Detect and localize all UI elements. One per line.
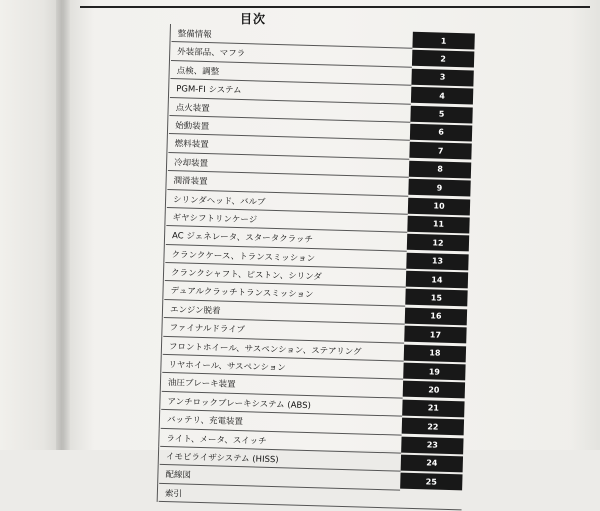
row-border — [157, 465, 159, 483]
row-border — [169, 24, 171, 42]
toc-label: 点検、調整 — [176, 65, 220, 78]
section-number-tab[interactable]: 15 — [405, 289, 467, 307]
row-border — [161, 337, 163, 355]
section-number-tab[interactable]: 7 — [409, 142, 471, 160]
toc-label: デュアルクラッチトランスミッション — [170, 286, 314, 301]
toc-label: フロントホイール、サスペンション、ステアリング — [168, 341, 362, 358]
row-border — [165, 171, 167, 189]
section-number-tab[interactable]: 20 — [403, 381, 465, 399]
row-divider — [159, 501, 462, 510]
toc-label: クランクシャフト、ピストン、シリンダ — [170, 268, 323, 283]
section-number-tab[interactable]: 19 — [403, 363, 465, 381]
row-border — [169, 42, 171, 60]
section-number-tab[interactable]: 4 — [411, 87, 473, 105]
row-border — [162, 281, 164, 299]
section-number-tab[interactable]: 24 — [401, 455, 463, 473]
row-border — [159, 392, 161, 410]
page-title: 目次 — [240, 12, 267, 26]
toc-label: 油圧ブレーキ装置 — [167, 378, 236, 391]
toc-label: イモビライザシステム (HISS) — [165, 452, 279, 466]
page-edge-shade — [570, 0, 600, 450]
row-border — [163, 263, 165, 281]
row-border — [168, 61, 170, 79]
section-number-tab[interactable]: 10 — [408, 197, 470, 215]
toc-label: 外装部品、マフラ — [177, 47, 246, 60]
toc-label: 潤滑装置 — [173, 176, 208, 188]
row-border — [160, 355, 162, 373]
toc-label: ギヤシフトリンケージ — [172, 213, 258, 226]
toc-label: エンジン脱着 — [169, 304, 221, 317]
toc-label: アンチロックブレーキシステム (ABS) — [167, 396, 311, 411]
section-number-tab[interactable]: 8 — [409, 160, 471, 178]
left-page — [0, 0, 62, 450]
section-number-tab[interactable]: 13 — [406, 252, 468, 270]
section-number-tab[interactable]: 3 — [411, 69, 473, 87]
row-border — [167, 116, 169, 134]
section-number-tab[interactable]: 17 — [404, 326, 466, 344]
toc-label: シリンダヘッド、バルブ — [172, 194, 266, 208]
toc-label: リヤホイール、サスペンション — [168, 360, 286, 374]
section-number-tab[interactable]: 5 — [410, 105, 472, 123]
section-number-tab[interactable]: 11 — [407, 216, 469, 234]
row-border — [168, 79, 170, 97]
toc-label: PGM-FI システム — [176, 84, 242, 97]
section-number-tab[interactable]: 22 — [402, 418, 464, 436]
row-border — [166, 134, 168, 152]
row-border — [165, 189, 167, 207]
section-number-tab[interactable]: 16 — [405, 308, 467, 326]
row-border — [159, 410, 161, 428]
row-border — [158, 428, 160, 446]
toc-label: 整備情報 — [177, 29, 212, 41]
row-border — [163, 245, 165, 263]
row-border — [164, 226, 166, 244]
section-number-tab[interactable]: 12 — [407, 234, 469, 252]
toc-label: 索引 — [164, 488, 183, 500]
row-border — [166, 153, 168, 171]
toc-label: 配線図 — [165, 470, 192, 482]
toc-label: クランクケース、トランスミッション — [171, 249, 316, 264]
section-number-tab[interactable]: 14 — [406, 271, 468, 289]
section-number-tab[interactable]: 9 — [408, 179, 470, 197]
section-number-tab[interactable]: 1 — [412, 32, 474, 50]
row-border — [162, 300, 164, 318]
toc-label: 燃料装置 — [174, 139, 209, 151]
toc-label: ファイナルドライブ — [169, 323, 246, 336]
book-gutter — [56, 0, 70, 450]
toc-label: ライト、メータ、スイッチ — [166, 433, 267, 447]
section-number-tab[interactable]: 18 — [404, 344, 466, 362]
table-of-contents — [157, 24, 475, 510]
section-number-tab[interactable]: 23 — [401, 436, 463, 454]
header-rule — [80, 6, 590, 8]
toc-label: 冷却装置 — [173, 157, 209, 169]
section-number-tab[interactable]: 6 — [410, 124, 472, 142]
section-number-tab[interactable]: 21 — [402, 399, 464, 417]
section-number-tab[interactable]: 2 — [412, 50, 474, 68]
row-border — [161, 318, 163, 336]
row-border — [164, 208, 166, 226]
toc-label: バッテリ、充電装置 — [166, 415, 244, 428]
row-border — [167, 98, 169, 116]
row-border — [157, 484, 159, 502]
toc-label: AC ジェネレータ、スタータクラッチ — [171, 231, 314, 246]
section-number-tab[interactable]: 25 — [400, 473, 462, 491]
row-border — [160, 373, 162, 391]
toc-label: 始動装置 — [175, 121, 210, 133]
toc-label: 点火装置 — [175, 102, 210, 114]
